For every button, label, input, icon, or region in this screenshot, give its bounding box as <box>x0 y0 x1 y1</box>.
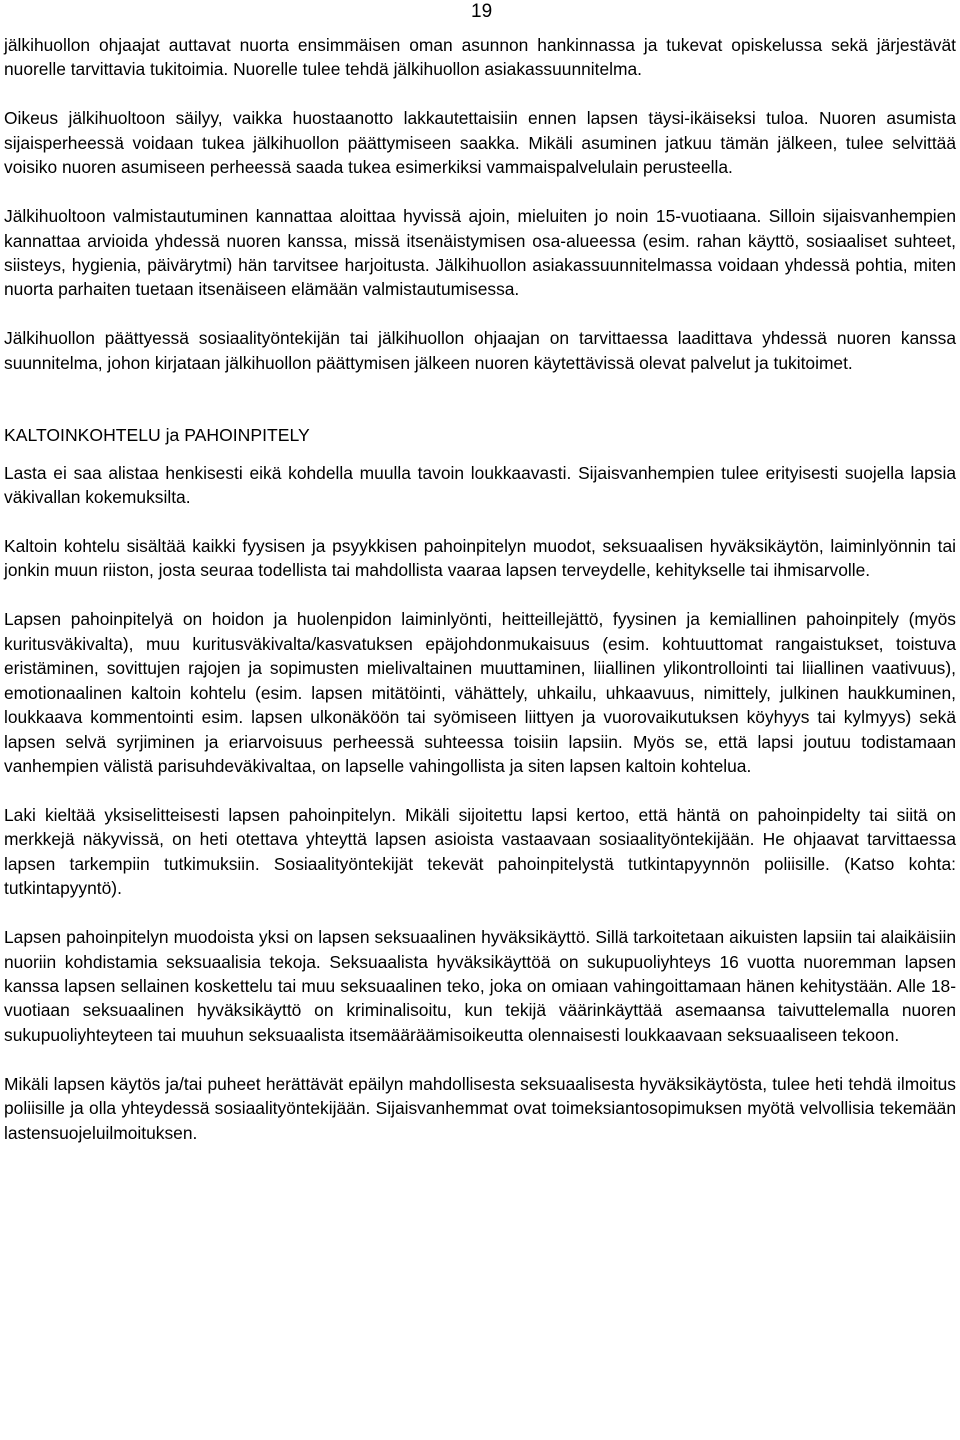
document-body <box>4 33 956 1170</box>
paragraph-suspicion-reporting: Mikäli lapsen käytös ja/tai puheet herättävät epäilyn mahdollisesta seksuaalisesta hyväksikäytösta, tulee heti tehdä ilmoitus poliisille ja olla yhteydessä sosiaalityöntekijään. Sijaisvanhemmat ovat toimeksiantosopimuksen myötä velvollisia tekemään lastensuojeluilmoituksen. <box>4 1073 956 1143</box>
paragraph-maltreatment-definition: Kaltoin kohtelu sisältää kaikki fyysisen ja psyykkisen pahoinpitelyn muodot, seksuaalisen hyväksikäytön, laiminlyönnin tai jonkin muun riiston, josta seuraa todellista tai mahdollista vaaraa lapsen terveydelle, kehitykselle tai ihmisarvolle. <box>4 536 956 581</box>
page-number: 19 <box>471 1 493 22</box>
paragraph-law-prohibits: Laki kieltää yksiselitteisesti lapsen pahoinpitelyn. Mikäli sijoitettu lapsi kertoo, että häntä on pahoinpidelty tai siitä on merkkejä näkyvissä, on heti otettava yhteyttä lapsen asioista vastaavaan sosiaalityöntekijään. He ohjaavat tarvittaessa lapsen tarkempiin tutkimuksiin. Sosiaalityöntekijät tekevät pahoinpitelystä tutkintapyynnön poliisille. (Katso kohta: tutkintapyyntö). <box>4 804 956 899</box>
paragraph-right-to-aftercare: Oikeus jälkihuoltoon säilyy, vaikka huostaanotto lakkautettaisiin ennen lapsen täysi-ikäiseksi tuloa. Nuoren asumista sijaisperheessä voidaan tukea jälkihuollon päättymiseen saakka. Mikäli asuminen jatkuu tämän jälkeen, tulee selvittää voisiko nuoren asumiseen perheessä saada tukea esimerkiksi vammaispalvelulain perusteella. <box>4 108 956 178</box>
paragraph-aftercare-counselors: jälkihuollon ohjaajat auttavat nuorta ensimmäisen oman asunnon hankinnassa ja tukevat opiskelussa sekä järjestävät nuorelle tarvittavia tukitoimia. Nuorelle tulee tehdä jälkihuollon asiakassuunnitelma. <box>4 35 956 80</box>
paragraph-end-of-aftercare: Jälkihuollon päättyessä sosiaalityöntekijän tai jälkihuollon ohjaajan on tarvittaessa laadittava yhdessä nuoren kanssa suunnitelma, johon kirjataan jälkihuollon päättymisen jälkeen nuoren käytettävissä olevat palvelut ja tukitoimet. <box>4 328 956 373</box>
paragraph-sexual-abuse: Lapsen pahoinpitelyn muodoista yksi on lapsen seksuaalinen hyväksikäyttö. Sillä tarkoitetaan aikuisten lapsiin tai alaikäisiin nuoriin kohdistamia seksuaalisia tekoja. Seksuaalista hyväksikäyttöä on sukupuoliyhteys 16 vuotta nuoremman lapsen kanssa lapsen sellainen koskettelu tai muu seksuaalinen teko, joka on omiaan vahingoittamaan hänen kehitystään. Alle 18-vuotiaan seksuaalinen hyväksikäyttö on kriminalisoitu, kun tekijä väärinkäyttää asemaansa taivuttelemalla nuoren sukupuoliyhteyteen tai muuhun seksuaalista itsemääräämisoikeutta olennaisesti loukkaavaan seksuaaliseen tekoon. <box>4 927 956 1045</box>
paragraph-no-humiliation: Lasta ei saa alistaa henkisesti eikä kohdella muulla tavoin loukkaavasti. Sijaisvanhempien tulee erityisesti suojella lapsia väkivallan kokemuksilta. <box>4 462 956 508</box>
paragraph-preparing-for-aftercare: Jälkihuoltoon valmistautuminen kannattaa aloittaa hyvissä ajoin, mieluiten jo noin 15-vuotiaana. Silloin sijaisvanhempien kannattaa arvioida yhdessä nuoren kanssa, missä itsenäistymisen osa-alueessa (esim. rahan käyttö, sosiaaliset suhteet, siisteys, hygienia, päivärytmi) hän tarvitsee harjoitusta. Jälkihuollon asiakassuunnitelmassa voidaan yhdessä pohtia, miten nuorta parhaiten tuetaan itsenäiseen elämään valmistautumisessa. <box>4 206 956 300</box>
section-heading: KALTOINKOHTELU ja PAHOINPITELY <box>4 425 310 446</box>
paragraph-abuse-forms: Lapsen pahoinpitelyä on hoidon ja huolenpidon laiminlyönti, heitteillejättö, fyysinen ja kemiallinen pahoinpitely (myös kuritusväkivalta), muu kuritusväkivalta/kasvatuksen epäjohdonmukaisuus (esim. kohtuuttomat rangaistukset, toistuva eristäminen, sovittujen rajojen ja sopimusten mielivaltainen muuttaminen, liiallinen ylikontrollointi tai liiallinen vaativuus), emotionaalinen kaltoin kohtelu (esim. lapsen mitätöinti, vähättely, uhkailu, uhkaavuus, nimittely, julkinen haukkuminen, loukkaava kommentointi esim. lapsen ulkonäköön tai syömiseen liittyen ja vuorovaikutuksen köyhyys tai kylmyys) sekä lapsen selvä syrjiminen ja eriarvoisuus perheessä suhteessa toisiin lapsiin. Myös se, että lapsi joutuu todistamaan vanhempien välistä parisuhdeväkivaltaa, on lapselle vahingollista ja siten lapsen kaltoin kohtelua. <box>4 609 956 776</box>
